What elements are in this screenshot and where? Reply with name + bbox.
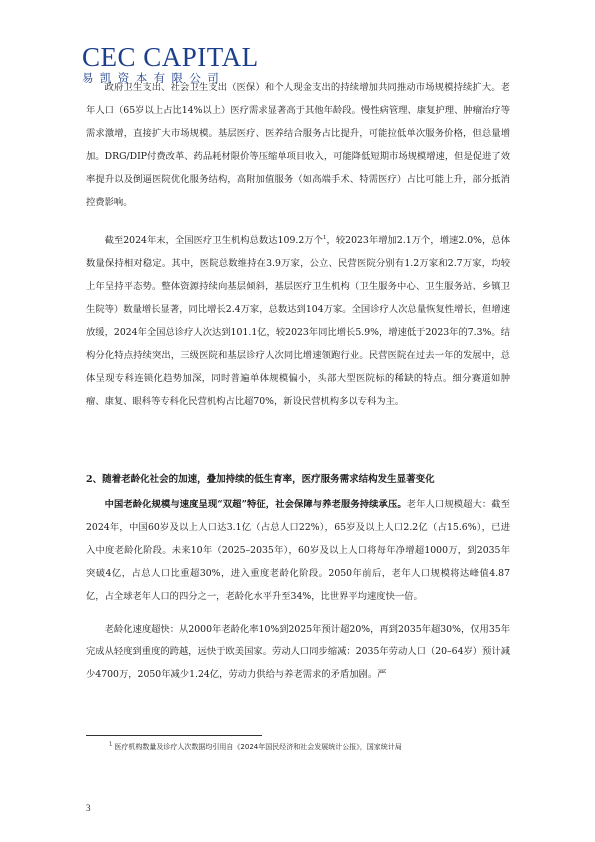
footnote-text: 医疗机构数量及诊疗人次数据均引用自《2024年国民经济和社会发展统计公报》，国家统计局 [114, 743, 402, 751]
paragraph-aging-scale [86, 494, 510, 609]
paragraph-institutions [86, 230, 510, 413]
page-number: 3 [86, 803, 91, 813]
footnote [109, 742, 529, 752]
institutions-text-a: 截至2024年末，全国医疗卫生机构总数达109.2万个 [104, 235, 323, 247]
logo-subtitle: 易凯资本有限公司 [82, 71, 226, 85]
footnote-divider [86, 735, 262, 736]
footnote-ref: 1 [322, 235, 327, 242]
institutions-text-b: ，较2023年增加2.1万个，增速2.0%，总体数量保持相对稳定。其中，医院总数维持在3.9万家，公立、民营医院分别有1.2万家和2.7万家，均较上年呈持平态势。整体资源持续向基层倾斜，基层医疗卫生机构（卫生服务中心、卫生服务站、乡镇卫生院等）数量增长显著，同比增长2.4万家，总数达到104万家。全国诊疗人次总量恢复性增长，但增速放缓，2024年全国总诊疗人次达到101.1亿，较2023年同比增长5.9%，增速低于2023年的7.3%。结构分化特点持续突出，三级医院和基层诊疗人次同比增速领跑行业。民营医院在过去一年的发展中，总体呈现专科连锁化趋势加深，同时普遍单体规模偏小，头部大型医院标的稀缺的特点。细分赛道如肿瘤、康复、眼科等专科化民营机构占比超70%，新设民营机构多以专科为主。 [86, 235, 510, 407]
intro-section [86, 77, 510, 414]
paragraph-aging-speed: 老龄化速度超快：从2000年老龄化率10%到2025年预计超20%，再到2035年超30%，仅用35年完成从轻度到重度的跨越，远快于欧美国家。劳动人口同步缩减：2035年劳动人口（20–64岁）预计减少4700万，2050年减少1.24亿，劳动力供给与养老需求的矛盾加剧。严 [86, 623, 510, 681]
aging-section [86, 494, 510, 687]
aging-lead-sentence: 中国老龄化规模与速度呈现“双超”特征，社会保障与养老服务持续承压。 [104, 499, 407, 510]
aging-scale-text: 老年人口规模超大：截至2024年，中国60岁及以上人口达3.1亿（占总人口22%），65岁及以上人口2.2亿（占15.6%），已进入中度老龄化阶段。未来10年（2025–2035年），60岁及以上人口将每年净增超1000万，到2035年突破4亿，占总人口比重超30%，进入重度老龄化阶段。2050年前后，老年人口规模将达峰值4.87亿，占全球老年人口的四分之一，老龄化水平升至34%，比世界平均速度快一倍。 [86, 499, 510, 602]
paragraph-market-growth: 政府卫生支出、社会卫生支出（医保）和个人现金支出的持续增加共同推动市场规模持续扩大。老年人口（65岁以上占比14%以上）医疗需求显著高于其他年龄段。慢性病管理、康复护理、肿瘤治疗等需求激增，直接扩大市场规模。基层医疗、医养结合服务占比提升，可能拉低单次服务价格，但总量增加。DRG/DIP付费改革、药品耗材限价等压缩单项目收入，可能降低短期市场规模增速，但是促进了效率提升以及倒逼医院优化服务结构，高附加值服务（如高端手术、特需医疗）占比可能上升，部分抵消控费影响。 [86, 82, 510, 208]
footnote-marker: 1 [109, 741, 113, 748]
logo-text: CEC CAPITAL [82, 42, 259, 72]
section-heading: 2、随着老龄化社会的加速，叠加持续的低生育率，医疗服务需求结构发生显著变化 [86, 474, 435, 485]
